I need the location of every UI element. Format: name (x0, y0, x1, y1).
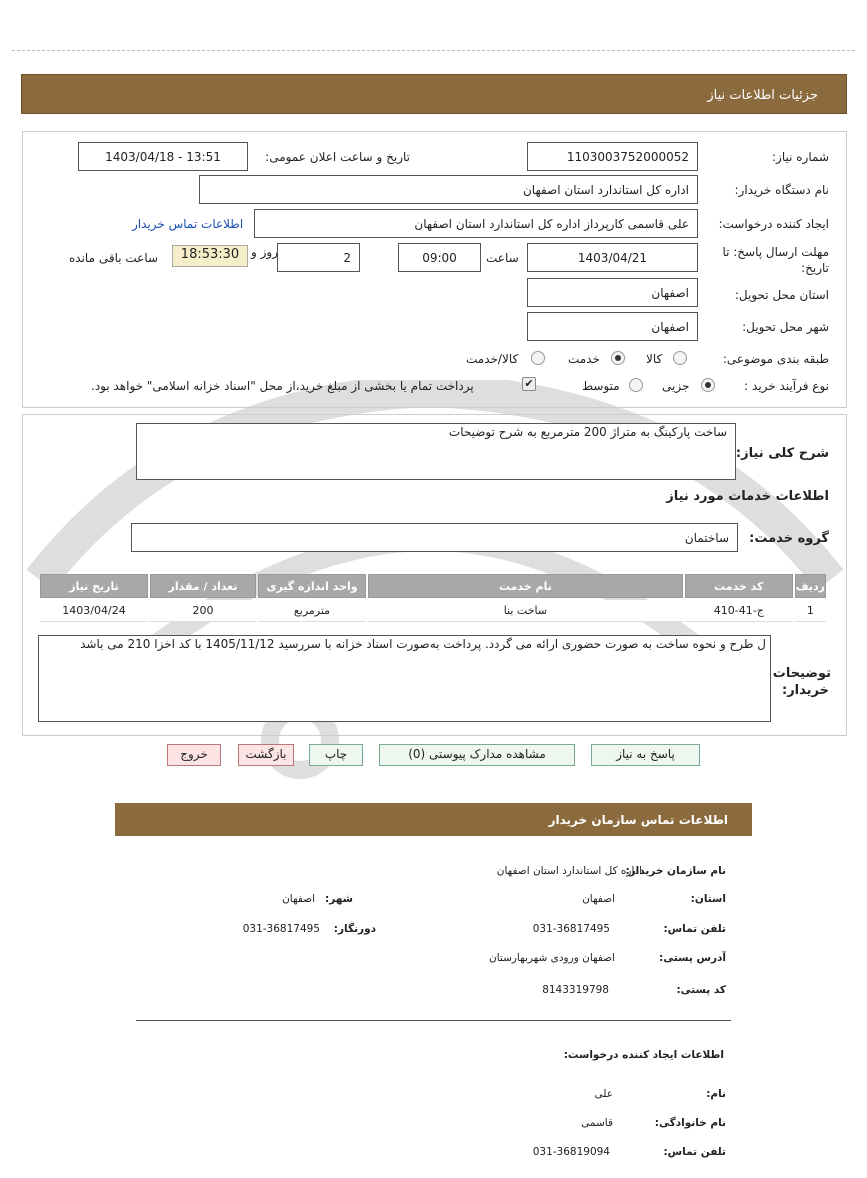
creator-phone: 031-36819094 (532, 1146, 610, 1158)
process-radio-medium[interactable] (629, 378, 643, 392)
province-field: اصفهان (527, 278, 698, 307)
payment-note: پرداخت تمام یا بخشی از مبلغ خرید،از محل "اسناد خزانه اسلامی" خواهد بود. (91, 379, 474, 393)
contact-buyer-name-label: نام سازمان خریدار: (625, 865, 726, 877)
process-label: نوع فرآیند خرید : (744, 379, 829, 393)
contact-address-label: آدرس پستی: (659, 952, 726, 964)
cell-row: 1 (795, 600, 826, 622)
category-option-goods: کالا (646, 352, 663, 366)
summary-label: شرح کلی نیاز: (735, 446, 829, 461)
buyer-org-label: نام دستگاه خریدار: (734, 183, 829, 197)
category-option-both: کالا/خدمت (466, 352, 519, 366)
hour-label: ساعت (486, 251, 519, 265)
contact-header-title: اطلاعات تماس سازمان خریدار (548, 813, 728, 827)
buyer-notes-field: ل طرح و نحوه ساخت به صورت حضوری ارائه می گردد. پرداخت به‌صورت اسناد خزانه با سررسید 1405/11/12 با کد اخزا 210 می باشد (38, 635, 771, 722)
creator-first-name-label: نام: (706, 1088, 726, 1100)
cell-unit: مترمربع (258, 600, 366, 622)
buyer-org-field: اداره کل استاندارد استان اصفهان (199, 175, 698, 204)
cell-qty: 200 (150, 600, 256, 622)
details-header-title: جزئیات اطلاعات نیاز (707, 88, 818, 103)
category-label: طبقه بندی موضوعی: (722, 352, 829, 366)
deadline-time-field: 09:00 (398, 243, 481, 272)
col-date: تاریخ نیاز (40, 574, 148, 598)
category-option-service: خدمت (568, 352, 600, 366)
process-radio-minor[interactable] (701, 378, 715, 392)
services-table (38, 572, 828, 624)
back-button[interactable]: بازگشت (238, 744, 294, 766)
creator-phone-label: تلفن تماس: (663, 1146, 726, 1158)
deadline-label: مهلت ارسال پاسخ: تا (722, 245, 829, 259)
col-name: نام خدمت (368, 574, 683, 598)
contact-postal: 8143319798 (542, 984, 609, 996)
summary-field: ساخت پارکینگ به متراژ 200 مترمربع به شرح توضیحات (136, 423, 736, 480)
contact-province-label: استان: (690, 893, 726, 905)
contact-fax-label: دورنگار: (333, 923, 376, 935)
service-group-label: گروه خدمت: (749, 531, 829, 546)
table-header-row (40, 574, 826, 598)
contact-header (115, 803, 752, 836)
deadline-label-date: تاریخ: (801, 261, 829, 275)
process-option-medium: متوسط (582, 379, 620, 393)
col-qty: تعداد / مقدار (150, 574, 256, 598)
print-button[interactable]: چاپ (309, 744, 363, 766)
creator-last-name: قاسمی (581, 1117, 613, 1129)
category-radio-service[interactable] (611, 351, 625, 365)
col-row: ردیف (795, 574, 826, 598)
contact-province: اصفهان (582, 893, 615, 905)
services-title: اطلاعات خدمات مورد نیاز (666, 489, 829, 504)
contact-buyer-name: اداره کل استاندارد استان اصفهان (496, 865, 642, 877)
announce-label: تاریخ و ساعت اعلان عمومی: (265, 150, 410, 164)
table-row (40, 600, 826, 622)
need-number-label: شماره نیاز: (772, 150, 829, 164)
contact-postal-label: کد پستی: (676, 984, 726, 996)
creator-first-name: علی (594, 1088, 613, 1100)
contact-fax: 031-36817495 (242, 923, 320, 935)
details-header (21, 74, 847, 114)
payment-checkbox[interactable]: ✔ (522, 377, 536, 391)
days-label: روز و (251, 245, 278, 259)
contact-divider (136, 1020, 731, 1021)
contact-phone: 031-36817495 (532, 923, 610, 935)
cell-code: ج-41-410 (685, 600, 793, 622)
reply-button[interactable]: پاسخ به نیاز (591, 744, 700, 766)
contact-phone-label: تلفن تماس: (663, 923, 726, 935)
buyer-contact-link[interactable]: اطلاعات تماس خریدار (132, 217, 244, 231)
contact-city-label: شهر: (325, 893, 353, 905)
service-group-field: ساختمان (131, 523, 738, 552)
category-radio-both[interactable] (531, 351, 545, 365)
buyer-notes-label: توضیحات (772, 666, 831, 681)
city-field: اصفهان (527, 312, 698, 341)
exit-button[interactable]: خروج (167, 744, 221, 766)
cell-name: ساخت بنا (368, 600, 683, 622)
creator-last-name-label: نام خانوادگی: (654, 1117, 726, 1129)
buyer-notes-label-2: خریدار: (782, 683, 829, 698)
announce-date-field: 1403/04/18 - 13:51 (78, 142, 248, 171)
contact-address: اصفهان ورودی شهربهارستان (488, 952, 615, 964)
requester-field: علی قاسمی کارپرداز اداره کل استاندارد استان اصفهان (254, 209, 698, 238)
category-radio-goods[interactable] (673, 351, 687, 365)
contact-city: اصفهان (282, 893, 315, 905)
attachments-button[interactable]: مشاهده مدارک پیوستی (0) (379, 744, 575, 766)
col-unit: واحد اندازه گیری (258, 574, 366, 598)
deadline-date-field: 1403/04/21 (527, 243, 698, 272)
col-code: کد خدمت (685, 574, 793, 598)
creator-title: اطلاعات ایجاد کننده درخواست: (563, 1049, 724, 1061)
remaining-timer: 18:53:30 (172, 245, 248, 267)
process-option-minor: جزیی (662, 379, 690, 393)
top-divider (12, 50, 855, 51)
days-field: 2 (277, 243, 360, 272)
need-number-field: 1103003752000052 (527, 142, 698, 171)
city-label: شهر محل تحویل: (742, 320, 829, 334)
remaining-label: ساعت باقی مانده (69, 251, 159, 265)
province-label: استان محل تحویل: (734, 288, 829, 302)
requester-label: ایجاد کننده درخواست: (718, 217, 829, 231)
cell-date: 1403/04/24 (40, 600, 148, 622)
